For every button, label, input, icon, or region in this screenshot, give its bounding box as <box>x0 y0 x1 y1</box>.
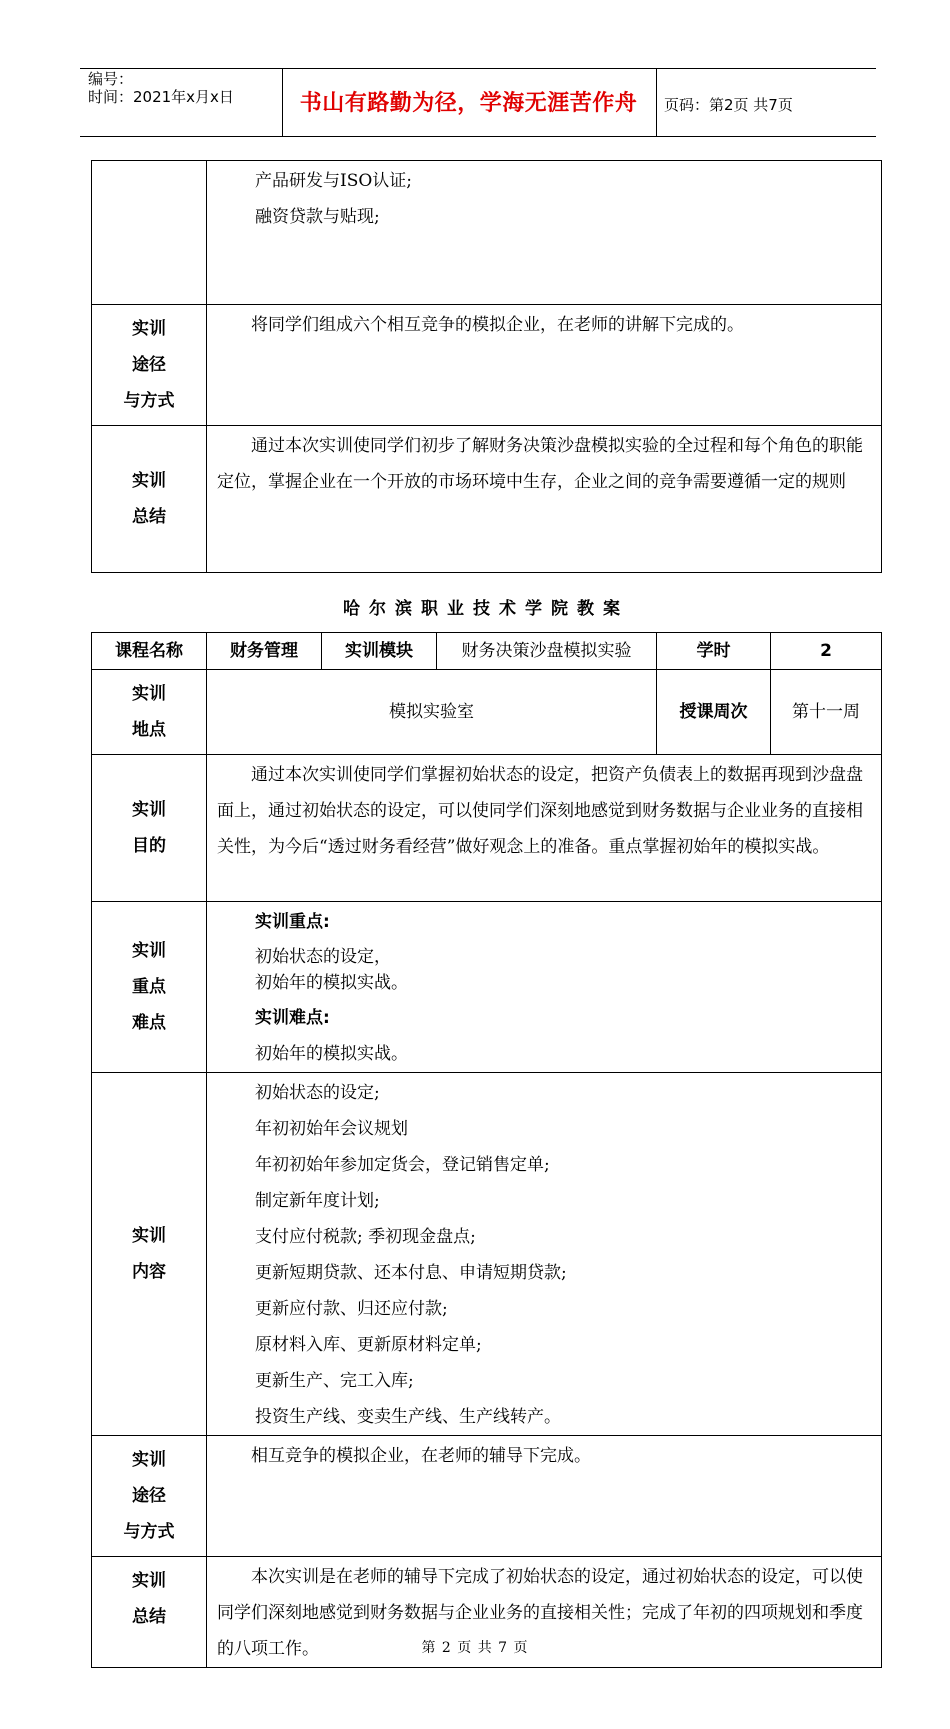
method-label: 实训 途径 与方式 <box>92 1436 207 1557</box>
week-value: 第十一周 <box>771 670 882 755</box>
table-row <box>92 633 882 670</box>
lesson-plan-title: 哈尔滨职业技术学院教案 <box>343 599 629 619</box>
method-label: 实训 途径 与方式 <box>92 305 207 426</box>
summary-text: 通过本次实训使同学们初步了解财务决策沙盘模拟实验的全过程和每个角色的职能定位，掌握企业在一个开放的市场环境中生存，企业之间的竞争需要遵循一定的规则 <box>207 426 882 573</box>
table-row <box>92 902 882 1073</box>
table-row <box>92 426 882 573</box>
difficulty-heading: 实训难点: <box>255 1008 330 1028</box>
list-item: 制定新年度计划; <box>255 1191 380 1211</box>
method-text: 相互竞争的模拟企业，在老师的辅导下完成。 <box>207 1436 882 1557</box>
list-item: 原材料入库、更新原材料定单; <box>255 1335 482 1355</box>
header-divider-right <box>656 68 657 136</box>
document-number-label: 编号： <box>88 70 134 88</box>
lesson-plan-table <box>91 632 882 1668</box>
table-row <box>92 670 882 755</box>
summary-label: 实训 总结 <box>92 1557 207 1668</box>
header-motto: 书山有路勤为径，学海无涯苦作舟 <box>299 91 638 116</box>
continuation-table <box>91 160 882 573</box>
summary-text: 本次实训是在老师的辅导下完成了初始状态的设定，通过初始状态的设定，可以使同学们深刻地感觉到财务数据与企业业务的直接相关性；完成了年初的四项规划和季度的八项工作。 <box>207 1557 882 1668</box>
empty-label-cell <box>92 161 207 305</box>
list-item: 投资生产线、变卖生产线、生产线转产。 <box>255 1407 561 1427</box>
module-label: 实训模块 <box>322 633 437 670</box>
table-row <box>92 1073 882 1436</box>
list-item: 支付应付税款; 季初现金盘点; <box>255 1227 476 1247</box>
list-item: 融资贷款与贴现; <box>255 207 380 227</box>
page-footer: 第 2 页 共 7 页 <box>421 1640 529 1656</box>
list-item: 初始年的模拟实战。 <box>255 1044 408 1064</box>
header-page-number: 页码：第2页 共7页 <box>664 96 793 114</box>
table-row <box>92 305 882 426</box>
key-points-cell <box>207 902 882 1073</box>
continued-content-cell <box>207 161 882 305</box>
summary-label: 实训 总结 <box>92 426 207 573</box>
purpose-text: 通过本次实训使同学们掌握初始状态的设定，把资产负债表上的数据再现到沙盘盘面上，通过初始状态的设定，可以使同学们深刻地感觉到财务数据与企业业务的直接相关性，为今后“透过财务看经营”做好观念上的准备。重点掌握初始年的模拟实战。 <box>207 755 882 902</box>
content-label: 实训 内容 <box>92 1073 207 1436</box>
list-item: 更新短期贷款、还本付息、申请短期贷款; <box>255 1263 567 1283</box>
header-bottom-rule <box>80 136 876 137</box>
hours-value: 2 <box>771 633 882 670</box>
hours-label: 学时 <box>657 633 771 670</box>
method-text: 将同学们组成六个相互竞争的模拟企业，在老师的讲解下完成的。 <box>207 305 882 426</box>
table-row <box>92 161 882 305</box>
header-top-rule <box>80 68 876 69</box>
content-list <box>207 1073 882 1436</box>
course-name-value: 财务管理 <box>207 633 322 670</box>
list-item: 更新生产、完工入库; <box>255 1371 414 1391</box>
list-item: 初始状态的设定; <box>255 1083 380 1103</box>
key-points-heading: 实训重点: <box>255 912 330 932</box>
list-item: 产品研发与ISO认证; <box>255 171 413 191</box>
course-name-label: 课程名称 <box>92 633 207 670</box>
table-row <box>92 755 882 902</box>
header-meta <box>88 70 234 106</box>
list-item: 初始年的模拟实战。 <box>255 973 408 993</box>
key-points-label: 实训 重点 难点 <box>92 902 207 1073</box>
document-time: 时间：2021年x月x日 <box>88 88 234 106</box>
list-item: 年初初始年参加定货会，登记销售定单; <box>255 1155 550 1175</box>
week-label: 授课周次 <box>657 670 771 755</box>
place-label: 实训 地点 <box>92 670 207 755</box>
table-row <box>92 1436 882 1557</box>
purpose-label: 实训 目的 <box>92 755 207 902</box>
list-item: 初始状态的设定， <box>255 947 391 967</box>
list-item: 年初初始年会议规划 <box>255 1119 408 1139</box>
module-value: 财务决策沙盘模拟实验 <box>437 633 657 670</box>
place-value: 模拟实验室 <box>207 670 657 755</box>
list-item: 更新应付款、归还应付款; <box>255 1299 448 1319</box>
